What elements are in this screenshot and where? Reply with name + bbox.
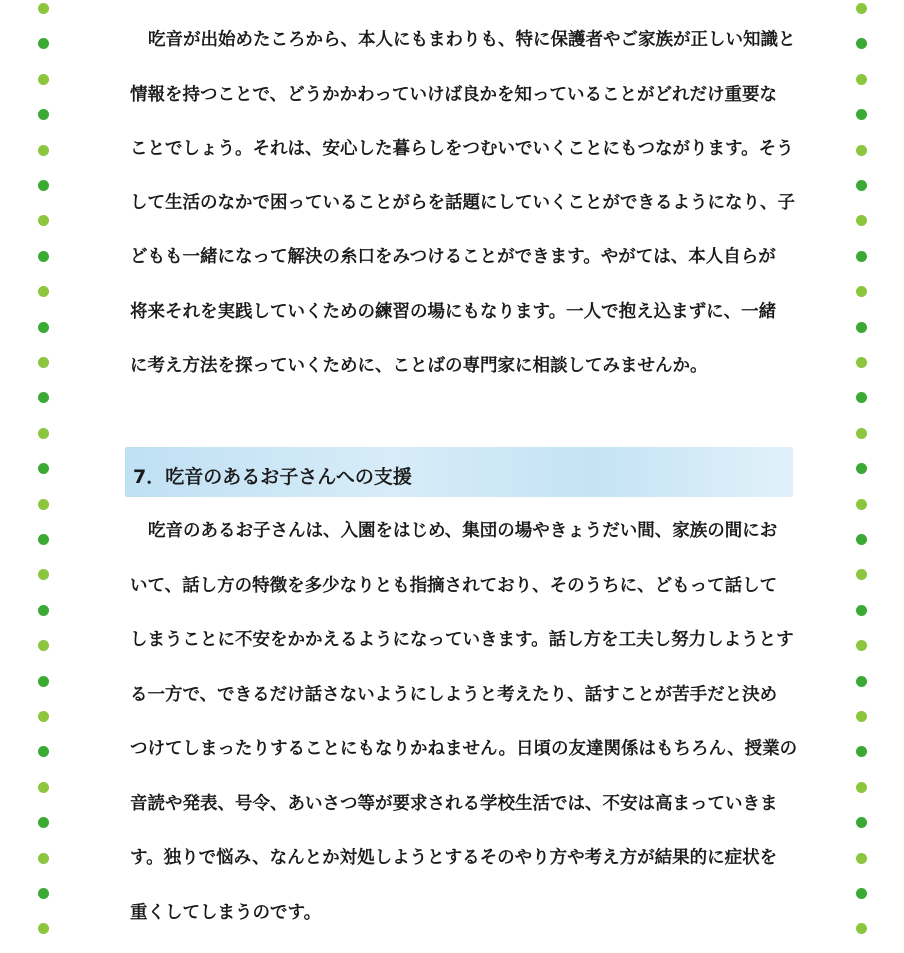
border-dot	[856, 676, 867, 687]
border-dot	[38, 357, 49, 368]
border-dot	[856, 817, 867, 828]
border-dot	[856, 711, 867, 722]
border-dot	[856, 888, 867, 899]
border-dot	[38, 251, 49, 262]
border-dot	[856, 923, 867, 934]
border-dot	[856, 605, 867, 616]
border-dot	[38, 640, 49, 651]
border-dot	[856, 109, 867, 120]
border-dot	[38, 463, 49, 474]
body-line: 吃音のあるお子さんは、入園をはじめ、集団の場やきょうだい間、家族の間にお	[148, 521, 778, 541]
border-dot	[38, 499, 49, 510]
border-dot	[38, 746, 49, 757]
border-dot	[856, 499, 867, 510]
body-line: 吃音が出始めたころから、本人にもまわりも、特に保護者やご家族が正しい知識と	[148, 30, 796, 50]
border-dot	[38, 817, 49, 828]
border-dot	[38, 38, 49, 49]
border-dot	[856, 853, 867, 864]
border-dot	[38, 215, 49, 226]
border-dot	[856, 74, 867, 85]
body-line: 将来それを実践していくための練習の場にもなります。一人で抱え込まずに、一緒	[130, 302, 777, 322]
body-line: どもも一緒になって解決の糸口をみつけることができます。やがては、本人自らが	[130, 247, 776, 267]
border-dot	[38, 286, 49, 297]
border-dot	[38, 322, 49, 333]
border-dot	[38, 3, 49, 14]
border-dot	[38, 428, 49, 439]
border-dot	[856, 145, 867, 156]
right-dot-border	[855, 0, 869, 953]
body-line: る一方で、できるだけ話さないようにしようと考えたり、話すことが苦手だと決め	[130, 685, 778, 705]
border-dot	[38, 74, 49, 85]
border-dot	[856, 428, 867, 439]
border-dot	[856, 251, 867, 262]
border-dot	[856, 322, 867, 333]
border-dot	[856, 215, 867, 226]
border-dot	[38, 853, 49, 864]
body-line: す。独りで悩み、なんとか対処しようとするそのやり方や考え方が結果的に症状を	[130, 848, 778, 868]
border-dot	[38, 145, 49, 156]
border-dot	[856, 640, 867, 651]
border-dot	[856, 180, 867, 191]
border-dot	[856, 746, 867, 757]
border-dot	[856, 286, 867, 297]
border-dot	[856, 392, 867, 403]
section-7-heading: 7．吃音のあるお子さんへの支援	[133, 466, 412, 488]
left-dot-border	[37, 0, 51, 953]
border-dot	[856, 569, 867, 580]
border-dot	[856, 534, 867, 545]
body-line: 重くしてしまうのです。	[130, 903, 322, 923]
body-line: しまうことに不安をかかえるようになっていきます。話し方を工夫し努力しようとす	[130, 630, 794, 650]
border-dot	[856, 3, 867, 14]
border-dot	[38, 888, 49, 899]
border-dot	[38, 569, 49, 580]
border-dot	[38, 534, 49, 545]
body-line: に考え方法を探っていくために、ことばの専門家に相談してみませんか。	[130, 356, 708, 376]
border-dot	[856, 782, 867, 793]
border-dot	[38, 180, 49, 191]
border-dot	[38, 923, 49, 934]
border-dot	[856, 38, 867, 49]
border-dot	[38, 109, 49, 120]
border-dot	[38, 676, 49, 687]
body-line: して生活のなかで困っていることがらを話題にしていくことができるようになり、子	[130, 193, 795, 213]
body-line: つけてしまったりすることにもなりかねません。日頃の友達関係はもちろん、授業の	[130, 739, 798, 759]
border-dot	[856, 463, 867, 474]
body-line: 情報を持つことで、どうかかわっていけば良かを知っていることがどれだけ重要な	[130, 85, 777, 105]
body-line: 音読や発表、号令、あいさつ等が要求される学校生活では、不安は高まっていきま	[130, 794, 778, 814]
border-dot	[856, 357, 867, 368]
border-dot	[38, 392, 49, 403]
border-dot	[38, 605, 49, 616]
body-line: いて、話し方の特徴を多少なりとも指摘されており、そのうちに、どもって話して	[130, 576, 778, 596]
border-dot	[38, 711, 49, 722]
body-line: ことでしょう。それは、安心した暮らしをつむいでいくことにもつながります。そう	[130, 139, 794, 159]
border-dot	[38, 782, 49, 793]
